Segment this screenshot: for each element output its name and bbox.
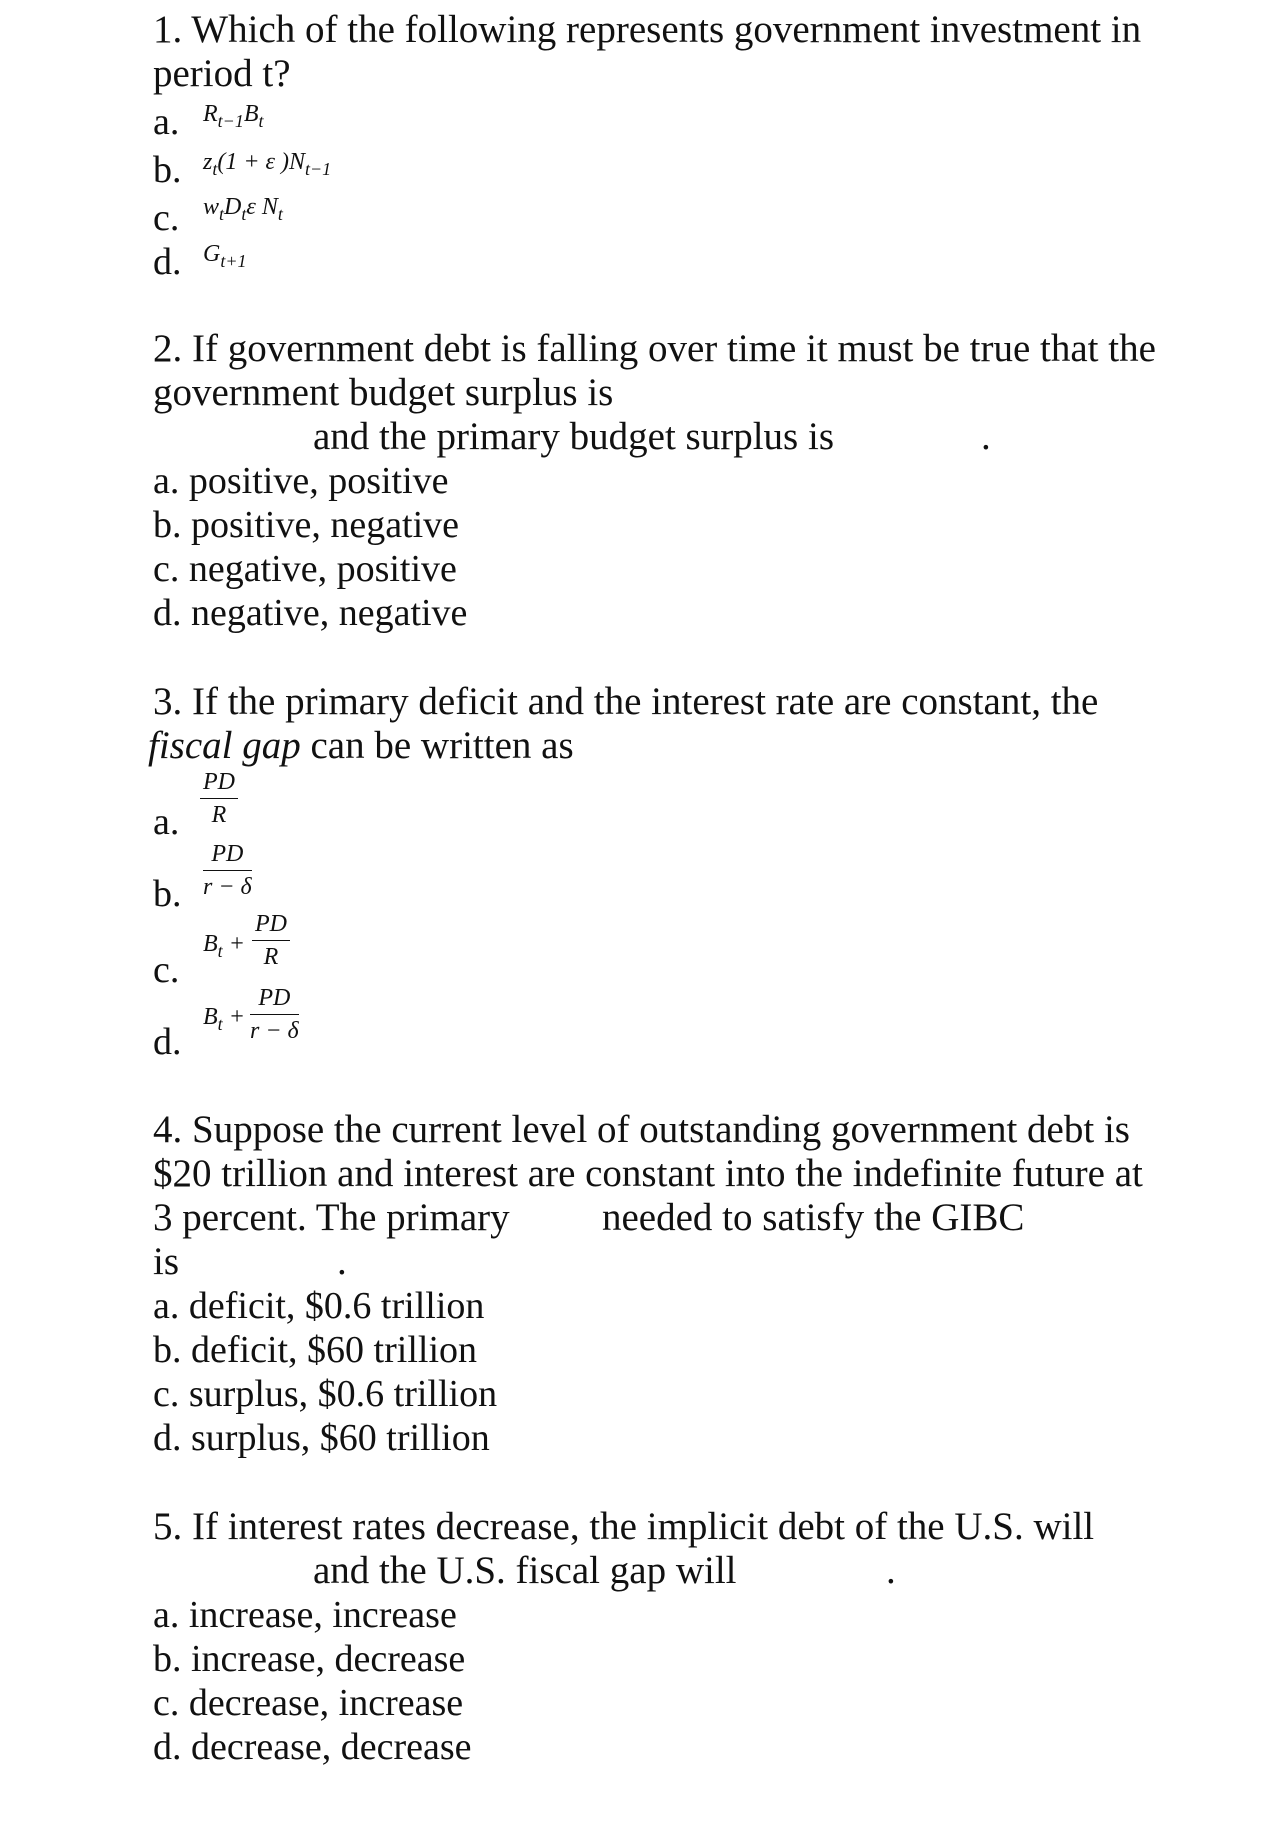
option-d [153, 1725, 472, 1769]
question-text: Suppose the current level of outstanding government debt is [192, 1108, 1130, 1151]
option-text: negative, negative [191, 592, 468, 634]
option-letter: a. [153, 801, 180, 843]
option-a-fraction [200, 768, 238, 829]
option-a-formula: $R_{t-1}B_t$ [203, 101, 264, 131]
option-letter: a. [153, 1594, 180, 1636]
option-a [153, 459, 449, 503]
option-text: decrease, increase [188, 1682, 464, 1724]
fiscal-gap-term: fiscal gap [148, 724, 301, 767]
option-letter: c. [153, 949, 180, 991]
option-letter: c. [153, 1682, 180, 1724]
fraction-denominator: R [211, 802, 227, 828]
question-4-stem-line-4: is [153, 1240, 180, 1283]
option-letter: d. [153, 1726, 182, 1768]
option-text: surplus, $60 trillion [191, 1417, 490, 1459]
question-3-stem-line-1 [153, 680, 1098, 724]
question-number: 5. [153, 1505, 183, 1548]
option-d-formula: $G_{t+1}$ [203, 241, 247, 271]
option-letter: b. [153, 1329, 182, 1371]
option-d [153, 1416, 490, 1460]
question-4-stem-line-3a: 3 percent. The primary [153, 1196, 510, 1239]
fraction-numerator: PD [203, 769, 235, 795]
option-d-fraction [250, 984, 299, 1045]
option-b-formula: $z_t(1 + \varepsilon$ )$N_{t-1}$ [203, 149, 332, 179]
option-d-prefix: $B_t$ + [203, 1004, 245, 1034]
option-letter: d. [153, 592, 182, 634]
question-4-stem-line-2: $20 trillion and interest are constant into the indefinite future at [153, 1152, 1143, 1195]
fraction-bar [203, 870, 252, 871]
option-c [153, 1681, 463, 1725]
option-letter: a. [153, 460, 180, 502]
option-c [153, 547, 457, 591]
option-text: positive, negative [191, 504, 460, 546]
option-letter: b. [153, 873, 182, 915]
blank-period: . [981, 415, 991, 458]
option-b [153, 503, 459, 547]
fraction-bar [200, 798, 238, 799]
question-number: 4. [153, 1108, 183, 1151]
option-b [153, 1637, 465, 1681]
question-1-stem-line-2: period t? [153, 52, 291, 95]
question-text: If interest rates decrease, the implicit debt of the U.S. will [192, 1505, 1095, 1548]
option-letter: b. [153, 504, 182, 546]
question-5-stem-line-1 [153, 1505, 1094, 1549]
option-text: deficit, $60 trillion [191, 1329, 478, 1371]
option-letter: a. [153, 101, 180, 143]
fraction-bar [250, 1014, 299, 1015]
option-c [153, 1372, 497, 1416]
question-text: can be written as [310, 724, 574, 767]
blank-period: . [886, 1549, 896, 1592]
option-text: surplus, $0.6 trillion [188, 1373, 498, 1415]
question-5-stem-line-2: and the U.S. fiscal gap will [313, 1549, 737, 1592]
option-a [153, 1284, 484, 1328]
option-letter: b. [153, 1638, 182, 1680]
fraction-numerator: PD [255, 911, 287, 937]
option-c-prefix: $B_t$ + [203, 931, 245, 961]
option-letter: d. [153, 1021, 182, 1063]
fraction-denominator: R [263, 944, 279, 970]
option-d [153, 591, 467, 635]
fraction-bar [252, 940, 290, 941]
question-4-stem-line-3b: needed to satisfy the GIBC [602, 1196, 1025, 1239]
blank-period: . [337, 1240, 347, 1283]
fraction-numerator: PD [211, 841, 244, 867]
option-letter: d. [153, 1417, 182, 1459]
option-letter: a. [153, 1285, 180, 1327]
fraction-numerator: PD [258, 985, 291, 1011]
question-number: 2. [153, 327, 183, 370]
fraction-denominator: r − δ [250, 1018, 299, 1044]
question-2-stem-line-1 [153, 327, 1156, 371]
question-1-stem-line-1 [153, 8, 1141, 52]
question-number: 3. [153, 680, 183, 723]
question-text: Which of the following represents government investment in [191, 8, 1142, 51]
question-number: 1. [153, 8, 183, 51]
option-letter: b. [153, 149, 182, 191]
option-letter: d. [153, 241, 182, 283]
question-4-stem-line-1 [153, 1108, 1130, 1152]
option-letter: c. [153, 1373, 180, 1415]
option-c-fraction [252, 910, 290, 971]
question-text: If government debt is falling over time it must be true that the [192, 327, 1156, 370]
question-2-stem-line-2: government budget surplus is [153, 371, 614, 414]
option-c-formula: $w_tD_t\varepsilon$ $N_t$ [203, 194, 283, 224]
option-b-fraction [203, 840, 252, 901]
option-text: negative, positive [188, 548, 457, 590]
option-a [153, 1593, 457, 1637]
option-text: deficit, $0.6 trillion [188, 1285, 485, 1327]
question-3-stem-line-2 [148, 724, 574, 768]
question-text: If the primary deficit and the interest rate are constant, the [192, 680, 1099, 723]
question-2-stem-line-3: and the primary budget surplus is [313, 415, 834, 458]
option-text: decrease, decrease [191, 1726, 472, 1768]
option-letter: c. [153, 548, 180, 590]
option-b [153, 1328, 477, 1372]
option-text: increase, increase [188, 1594, 457, 1636]
option-letter: c. [153, 197, 180, 239]
option-text: positive, positive [188, 460, 449, 502]
fraction-denominator: r − δ [203, 874, 252, 900]
option-text: increase, decrease [191, 1638, 466, 1680]
